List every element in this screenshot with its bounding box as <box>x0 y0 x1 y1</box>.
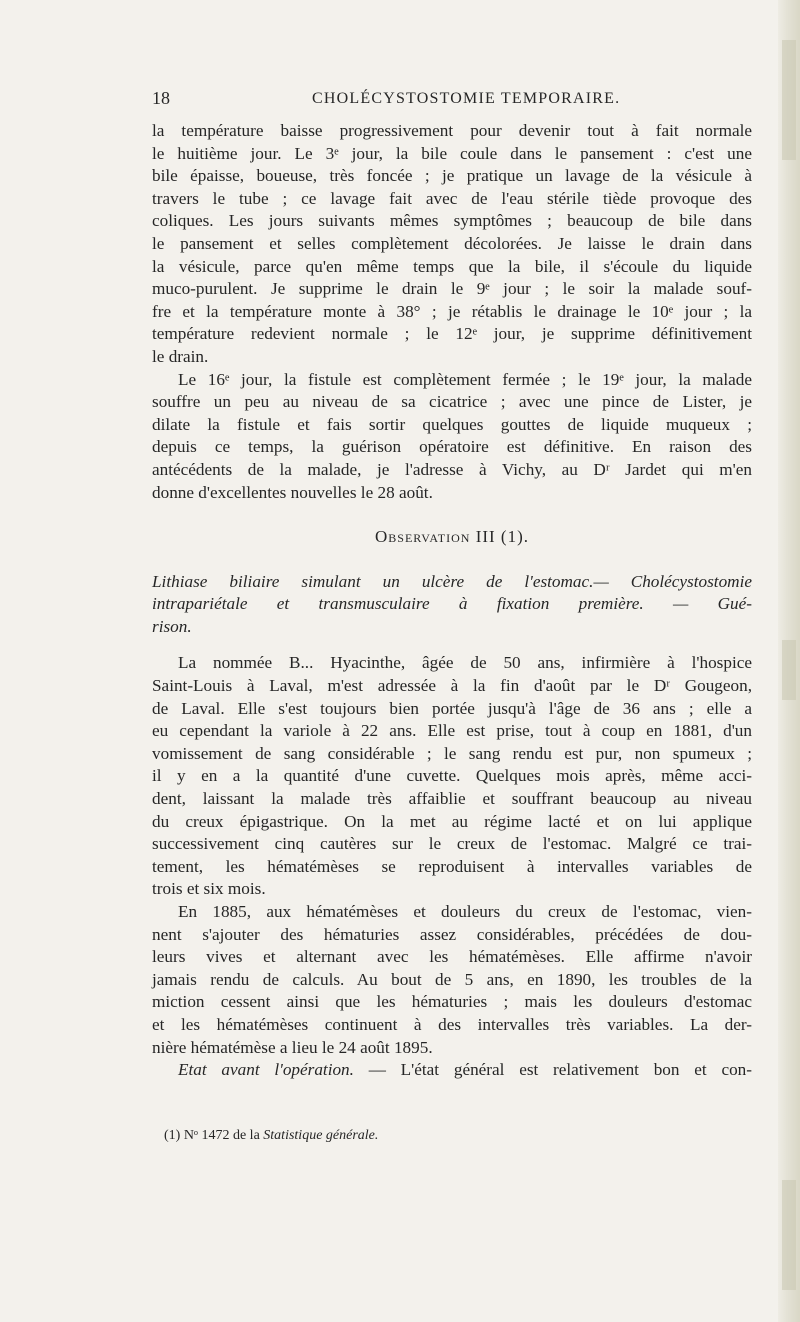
text-line: coliques. Les jours suivants mêmes symptômes ; beaucoup de bile dans <box>152 211 752 231</box>
case-title-line: intrapariétale et transmusculaire à fixation première. — Gué- <box>152 594 752 614</box>
section-lead-rest: — L'état général est relativement bon et con- <box>353 1060 752 1080</box>
text-line: souffre un peu au niveau de sa cicatrice ; avec une pince de Lister, je <box>152 392 752 412</box>
text-line: le drain. <box>152 346 209 366</box>
observation-number: III <box>475 527 496 547</box>
text-line: eu cependant la variole à 22 ans. Elle est prise, tout à coup en 1881, d'un <box>152 721 752 741</box>
text-line: température redevient normale ; le 12ᵉ jour, je supprime définitivement <box>152 324 752 344</box>
text-line: depuis ce temps, la guérison opératoire est définitive. En raison des <box>152 437 752 457</box>
text-line: du creux épigastrique. On la met au régime lacté et on lui applique <box>152 811 752 831</box>
observation-heading <box>152 526 752 549</box>
text-line: le huitième jour. Le 3ᵉ jour, la bile coule dans le pansement : c'est une <box>152 143 752 163</box>
text-line: successivement cinq cautères sur le creux de l'estomac. Malgré ce trai- <box>152 834 752 854</box>
page-header <box>152 86 752 114</box>
text-line: dent, laissant la malade très affaiblie et souffrant beaucoup au niveau <box>152 789 752 809</box>
text-line: fre et la température monte à 38° ; je rétablis le drainage le 10ᵉ jour ; la <box>152 301 752 321</box>
text-line: bile épaisse, boueuse, très foncée ; je pratique un lavage de la vésicule à <box>152 166 752 186</box>
text-line: tement, les hématémèses se reproduisent à intervalles variables de <box>152 856 752 876</box>
running-title: CHOLÉCYSTOSTOMIE TEMPORAIRE. <box>312 90 621 107</box>
text-line: La nommée B... Hyacinthe, âgée de 50 ans, infirmière à l'hospice <box>178 653 752 673</box>
observation-note-ref: (1). <box>500 527 529 547</box>
case-title <box>152 571 752 639</box>
page-edge-stain <box>782 1180 796 1290</box>
paragraph-5 <box>152 1059 752 1082</box>
text-line: Le 16ᵉ jour, la fistule est complètement fermée ; le 19ᵉ jour, la malade <box>178 369 752 389</box>
page-body <box>152 120 752 1082</box>
text-line: Saint-Louis à Laval, m'est adressée à la fin d'août par le Dʳ Gougeon, <box>152 676 752 696</box>
footnote-source: Statistique générale. <box>263 1128 379 1143</box>
paragraph-3 <box>152 652 752 901</box>
text-line: antécédents de la malade, je l'adresse à Vichy, au Dʳ Jardet qui m'en <box>152 459 752 479</box>
text-line: jamais rendu de calculs. Au bout de 5 ans, en 1890, les troubles de la <box>152 969 752 989</box>
text-line: trois et six mois. <box>152 879 266 899</box>
text-line: leurs vives et alternant avec les hématémèses. Elle affirme n'avoir <box>152 947 752 967</box>
footnote-marker: (1) Nᵒ 1472 de la <box>164 1128 264 1143</box>
text-line: il y en a la quantité d'une cuvette. Quelques mois après, même acci- <box>152 766 752 786</box>
text-line: et les hématémèses continuent à des intervalles très variables. La der- <box>152 1014 752 1034</box>
text-line: nent s'ajouter des hématuries assez considérables, précédées de dou- <box>152 924 752 944</box>
case-title-line: rison. <box>152 616 192 636</box>
text-line: le pansement et selles complètement décolorées. Je laisse le drain dans <box>152 233 752 253</box>
paragraph-4 <box>152 901 752 1059</box>
page-edge-stain <box>782 640 796 700</box>
footnote <box>164 1128 378 1144</box>
text-line: nière hématémèse a lieu le 24 août 1895. <box>152 1037 433 1057</box>
text-line: dilate la fistule et fais sortir quelques gouttes de liquide muqueux ; <box>152 414 752 434</box>
text-line <box>152 1059 752 1082</box>
text-line: muco-purulent. Je supprime le drain le 9ᵉ jour ; le soir la malade souf- <box>152 279 752 299</box>
text-line: travers le tube ; ce lavage fait avec de l'eau stérile tiède provoque des <box>152 188 752 208</box>
text-line: En 1885, aux hématémèses et douleurs du creux de l'estomac, vien- <box>178 902 752 921</box>
page-edge <box>778 0 800 1322</box>
text-line: la température baisse progressivement pour devenir tout à fait normale <box>152 121 752 140</box>
page-edge-stain <box>782 40 796 160</box>
text-line: donne d'excellentes nouvelles le 28 août. <box>152 482 433 502</box>
text-line: de Laval. Elle s'est toujours bien portée jusqu'à l'âge de 36 ans ; elle a <box>152 698 752 718</box>
paragraph-2 <box>152 369 752 505</box>
section-lead: Etat avant l'opération. <box>178 1060 354 1080</box>
text-line: la vésicule, parce qu'en même temps que la bile, il s'écoule du liquide <box>152 256 752 276</box>
case-title-line: Lithiase biliaire simulant un ulcère de l'estomac.— Cholécystostomie <box>152 571 752 591</box>
paragraph-1 <box>152 120 752 369</box>
page-number: 18 <box>152 88 170 108</box>
text-line: vomissement de sang considérable ; le sang rendu est pur, non spumeux ; <box>152 743 752 763</box>
observation-label: Observation <box>374 527 471 547</box>
text-line: miction cessent ainsi que les hématuries ; mais les douleurs d'estomac <box>152 992 752 1012</box>
